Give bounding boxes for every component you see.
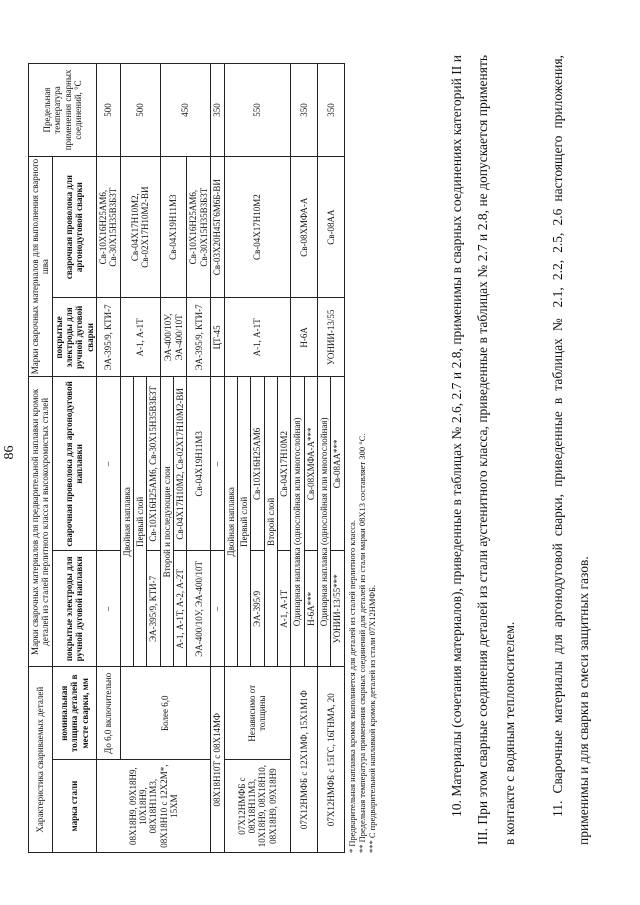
g1-r1-el: – xyxy=(97,551,121,667)
g1-second-layer: Второй и последующие слои xyxy=(160,377,173,667)
g3-first-wire: Св-10Х16Н25АМ6 xyxy=(251,377,264,551)
g1-double: Двойная наплавка xyxy=(120,377,133,667)
g3-temp: 550 xyxy=(224,64,291,157)
g3-double: Двойная наплавка xyxy=(224,377,237,667)
header-steel-grade: марка стали xyxy=(52,760,96,853)
g5-weld-el: УОНИИ-13/55 xyxy=(317,298,344,377)
header-surf-wire: сварочная проволока для аргонодуговой наплавки xyxy=(52,377,96,551)
g3-weld-wire: Св-04Х17Н10М2 xyxy=(224,156,291,298)
header-weld-wire: сварочная проволока для аргонодуговой сварки xyxy=(52,156,96,298)
table-footnotes xyxy=(347,63,378,853)
header-thickness: номинальная толщина деталей в месте сварки, мм xyxy=(52,667,96,760)
g2-temp: 350 xyxy=(211,64,224,157)
header-row-2 xyxy=(52,64,96,853)
table-row xyxy=(291,64,304,853)
g1-thick-b: Более 6,0 xyxy=(120,667,210,760)
g1-r1-wire: – xyxy=(97,377,121,551)
g4-steel: 07Х12НМФБ с 12Х1МФ, 15Х1М1Ф xyxy=(291,667,318,853)
g5-wire: Св-08АА*** xyxy=(331,377,344,551)
g1-r3-weld-el: А-1, А-1Т xyxy=(120,298,160,377)
footnote: *** С предварительной наплавкой кромок деталей из стали 07Х12НМФБ. xyxy=(366,584,377,853)
g2-weld-el: ЦТ-45 xyxy=(211,298,224,377)
g2-steel: 08Х18Н10Т с 08Х14МФ xyxy=(211,667,224,853)
header-surfacing-group: Марки сварочных материалов для предварительной наплавки кромок деталей из сталей перлитного класса и высокохромистых сталей xyxy=(29,377,53,667)
g1-first-layer: Первый слой xyxy=(134,377,147,667)
g5-steel: 07Х12НМФБ с 15ГС, 16ГНМА, 20 xyxy=(317,667,344,853)
header-temp: Предельная температура применения сварных соединений, °С xyxy=(29,64,97,157)
g1-r1-temp: 500 xyxy=(97,64,121,157)
g1-r5-weld-wire: Св-10Х16Н25АМ6, Св-30Х15Н35В3Б3Т xyxy=(187,156,211,298)
g1-r2-el: ЭА-395/9, КТИ-7 xyxy=(147,551,160,667)
footnote: * Предварительная наплавка кромок выполняется для деталей из сталей перлитного класса. xyxy=(346,519,357,853)
table-row xyxy=(224,64,237,853)
table-row xyxy=(211,64,224,853)
g4-temp: 350 xyxy=(291,64,318,157)
g1-r2-wire: Св-10Х16Н25АМ6, Св-30Х15Н35В3Б3Т xyxy=(147,377,160,551)
g4-single: Одинарная наплавка (однослойная или многослойная) xyxy=(291,377,304,667)
g1-r4-weld-el: ЭА-400/10У, ЭА-400/10Т xyxy=(160,298,187,377)
g1-r1-weld-wire: Св-10Х16Н25АМ6, Св-30Х15Н35В3Б3Т xyxy=(97,156,121,298)
g3-first-el: ЭА-395/9 xyxy=(251,551,264,667)
g1-steel: 08Х18Н9, 09Х18Н9, 10Х18Н9, 08Х18Н11М3, 08Х18Н10 с 12Х2М*, 15ХМ xyxy=(97,760,211,853)
g1-r5-weld-el: ЭА-395/9, КТИ-7 xyxy=(187,298,211,377)
g3-second-wire: Св-04Х17Н10М2 xyxy=(277,377,290,551)
g5-weld-wire: Св-08АА xyxy=(317,156,344,298)
g1-r1-weld-el: ЭА-395/9, КТИ-7 xyxy=(97,298,121,377)
g3-second-layer: Второй слой xyxy=(264,377,277,667)
g3-steel: 07Х12НМФБ с 08Х18Н11М3, 10Х18Н9, 08Х18Н10, 08Х18Н9, 09Х18Н9 xyxy=(224,760,291,853)
g3-thick: Независимо от толщины xyxy=(224,667,291,760)
g1-r4-wire: Св-04Х19Н11М3 xyxy=(187,377,211,551)
header-char-group: Характеристика свариваемых деталей xyxy=(29,667,53,853)
g5-temp: 350 xyxy=(317,64,344,157)
header-surf-electrodes: покрытые электроды для ручной дуговой наплавки xyxy=(52,551,96,667)
g1-r3-temp: 500 xyxy=(120,64,160,157)
g3-second-el: А-1, А-1Т xyxy=(277,551,290,667)
paragraph-11: 11. Сварочные материалы для аргонодуговой сварки, приведенные в таблицах № 2.1, 2.2, 2.5, 2.6 настоящего приложения, применимы и для сварки в смеси защитных газов. xyxy=(550,55,592,845)
g4-weld-el: Н-6А xyxy=(291,298,318,377)
table-row xyxy=(120,64,133,853)
g1-r3-wire: Св-04Х17Н10М2, Св-02Х17Н10М2-ВИ xyxy=(174,377,187,551)
g4-el: Н-6А*** xyxy=(304,551,317,667)
g4-wire: Св-08ХМФА-А*** xyxy=(304,377,317,551)
g1-r3-weld-wire: Св-04Х17Н10М2, Св-02Х17Н10М2-ВИ xyxy=(120,156,160,298)
footnote: ** Предельная температура применения сварных соединений для деталей из стали марки 08Х13 составляет 300 °С. xyxy=(356,433,367,853)
g1-thick-a: До 6,0 включительно xyxy=(97,667,121,760)
header-row-1 xyxy=(29,64,53,853)
g3-first-layer: Первый слой xyxy=(237,377,250,667)
paragraph-10: 10. Материалы (сочетания материалов), приведенные в таблицах № 2.6, 2.7 и 2.8, применимы в сварных соединениях категорий II и III. При этом сварные соединения деталей из стали аустенитного класса, приведенные в таблицах № 2.7 и 2.8, не допускается применять в контакте с водяным теплоносителем. xyxy=(449,55,517,845)
welding-materials-table xyxy=(28,63,345,853)
welding-materials-table-wrap xyxy=(28,63,377,853)
table-row xyxy=(317,64,330,853)
header-weld-group: Марки сварочных материалов для выполнения сварного шва xyxy=(29,156,53,376)
g5-el: УОНИИ-13/55*** xyxy=(331,551,344,667)
g1-r4-el: ЭА-400/10У, ЭА-400/10Т xyxy=(187,551,211,667)
g2-wire: – xyxy=(211,377,224,551)
table-row xyxy=(97,64,121,853)
g5-single: Одинарная наплавка (однослойная или многослойная) xyxy=(317,377,330,667)
page-number: 86 xyxy=(2,445,17,460)
g1-r45-temp: 450 xyxy=(160,64,210,157)
g2-el: – xyxy=(211,551,224,667)
g3-weld-el: А-1, А-1Т xyxy=(224,298,291,377)
g4-weld-wire: Св-08ХМФА-А xyxy=(291,156,318,298)
header-weld-electrodes: покрытые электроды для ручной дуговой сварки xyxy=(52,298,96,377)
g1-r4-weld-wire: Св-04Х19Н11М3 xyxy=(160,156,187,298)
g1-r3-el: А-1, А-1Т, А-2, А-2Т xyxy=(174,551,187,667)
g2-weld-wire: Св-03Х20Н45Г6М6Б-ВИ xyxy=(211,156,224,298)
